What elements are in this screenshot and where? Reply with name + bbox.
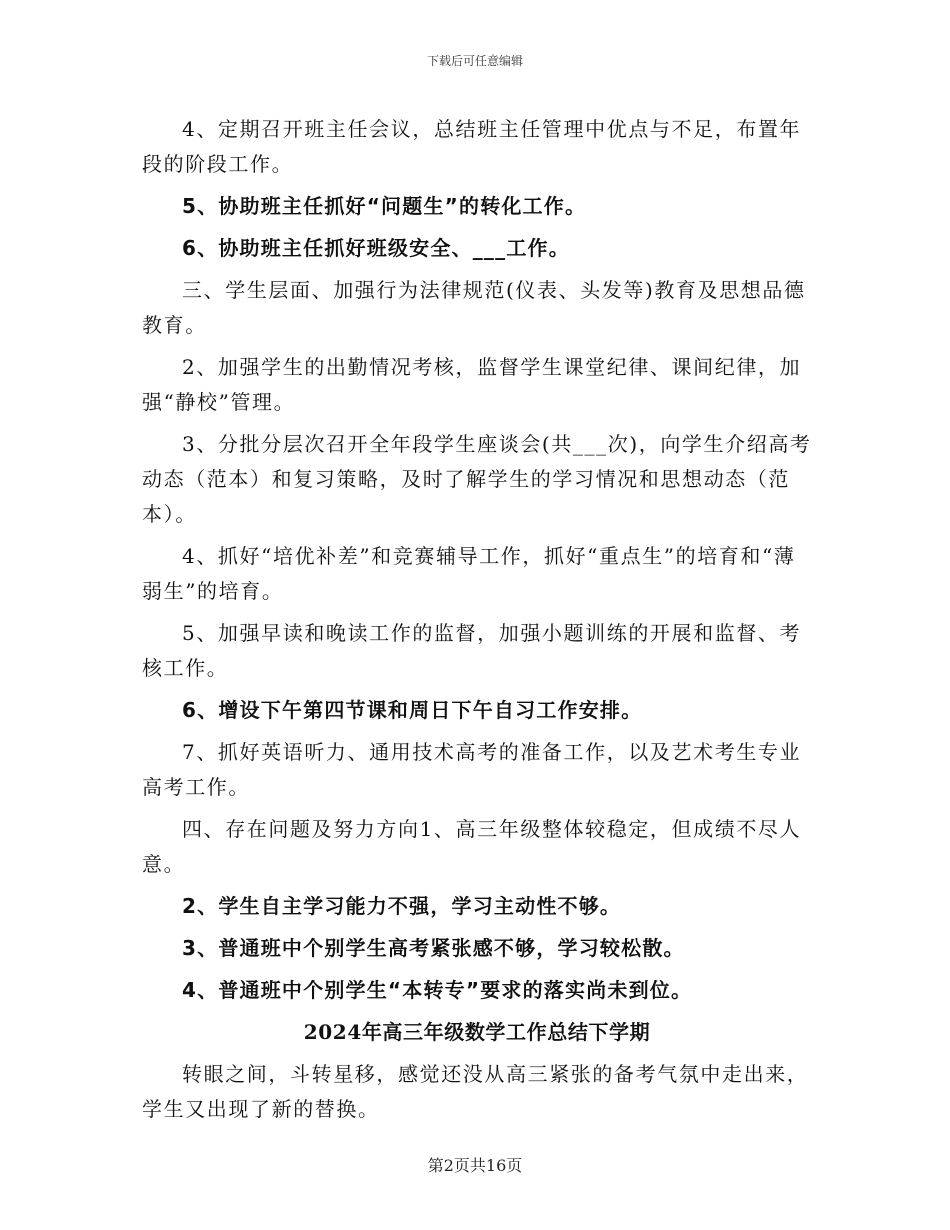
paragraph-4: 三、学生层面、加强行为法律规范(仪表、头发等)教育及思想品德教育。 [142,278,806,337]
section-title: 2024年高三年级数学工作总结下学期 [303,1020,651,1044]
page-number: 第2页共16页 [427,1156,523,1175]
paragraph-9: 6、增设下午第四节课和周日下午自习工作安排。 [182,698,643,722]
paragraph-5: 2、加强学生的出勤情况考核，监督学生课堂纪律、课间纪律，加强“静校”管理。 [142,355,802,414]
paragraph-6: 3、分批分层次召开全年段学生座谈会(共___次)，向学生介绍高考动态（范本）和复习策略，及时了解学生的学习情况和思想动态（范本）。 [142,432,812,526]
paragraph-12: 2、学生自主学习能力不强，学习主动性不够。 [182,894,622,918]
paragraph-1: 4、定期召开班主任会议，总结班主任管理中优点与不足，布置年段的阶段工作。 [142,117,802,176]
paragraph-11: 四、存在问题及努力方向1、高三年级整体较稳定，但成绩不尽人意。 [142,817,802,876]
paragraph-10: 7、抓好英语听力、通用技术高考的准备工作，以及艺术考生专业高考工作。 [142,740,802,799]
paragraph-14: 4、普通班中个别学生“本转专”要求的落实尚未到位。 [182,978,693,1002]
paragraph-7: 4、抓好“培优补差”和竞赛辅导工作，抓好“重点生”的培育和“薄弱生”的培育。 [142,544,796,603]
document-body [142,112,812,1134]
paragraph-16: 转眼之间，斗转星移，感觉还没从高三紧张的备考气氛中走出来，学生又出现了新的替换。 [142,1062,809,1121]
paragraph-2: 5、协助班主任抓好“问题生”的转化工作。 [182,194,587,218]
paragraph-3: 6、协助班主任抓好班级安全、___工作。 [182,236,570,260]
paragraph-13: 3、普通班中个别学生高考紧张感不够，学习较松散。 [182,936,685,960]
page-header: 下载后可任意编辑 [426,54,523,68]
paragraph-8: 5、加强早读和晚读工作的监督，加强小题训练的开展和监督、考核工作。 [142,621,802,680]
